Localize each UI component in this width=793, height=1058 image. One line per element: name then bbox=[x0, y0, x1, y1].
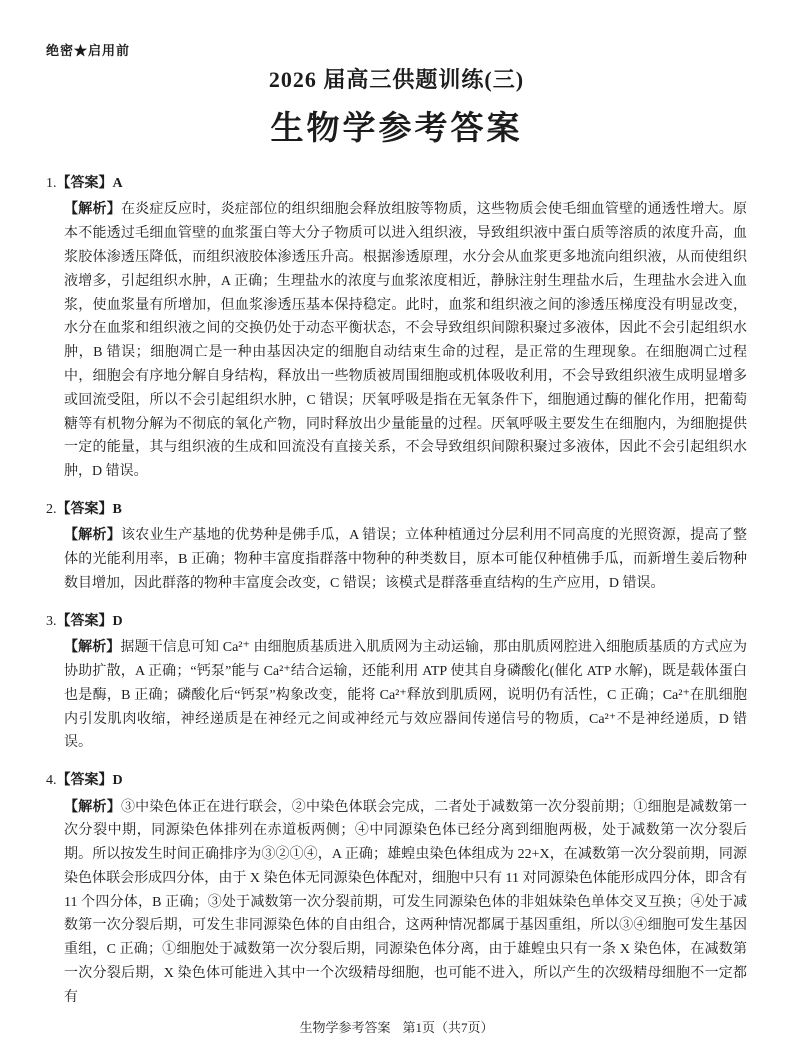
analysis-label: 【解析】 bbox=[64, 799, 121, 815]
analysis-label: 【解析】 bbox=[64, 640, 121, 656]
question-number: 1. bbox=[46, 176, 57, 191]
analysis-text: 在炎症反应时，炎症部位的组织细胞会释放组胺等物质，这些物质会使毛细血管壁的通透性增大。原本不能透过毛细血管壁的血浆蛋白等大分子物质可以进入组织液，导致组织液中蛋白质等溶质的浓度升高，血浆胶体渗透压降低，而组织液胶体渗透压升高。根据渗透原理，水分会从血浆更多地流向组织液，从而使组织液增多，引起组织水肿，A 正确；生理盐水的浓度与血浆浓度相近，静脉注射生理盐水后，生理盐水会进入血浆，使血浆量有所增加，但血浆渗透压基本保持稳定。此时，血浆和组织液之间的渗透压梯度没有明显改变，水分在血浆和组织液之间的交换仍处于动态平衡状态，不会导致组织间隙积聚过多液体，因此不会引起组织水肿，B 错误；细胞凋亡是一种由基因决定的细胞自动结束生命的过程，是正常的生理现象。在细胞凋亡过程中，细胞会有序地分解自身结构，释放出一些物质被周围细胞或机体吸收利用，不会导致组织液生成明显增多或回流受阻，所以不会引起组织水肿，C 错误；厌氧呼吸是指在无氧条件下，细胞通过酶的催化作用，把葡萄糖等有机物分解为不彻底的氧化产物，同时释放出少量能量的过程。厌氧呼吸主要发生在细胞内，为细胞提供一定的能量，其与组织液的生成和回流没有直接关系，不会导致组织间隙积聚过多液体，因此不会引起组织水肿，D 错误。 bbox=[64, 202, 747, 480]
answer-value: B bbox=[112, 501, 122, 517]
answer-block-1 bbox=[46, 173, 747, 484]
question-number: 4. bbox=[46, 773, 57, 789]
answer-block-4 bbox=[46, 770, 747, 1010]
analysis-paragraph bbox=[64, 636, 747, 755]
analysis-label: 【解析】 bbox=[64, 202, 121, 218]
answer-label: 【答案】 bbox=[56, 773, 113, 789]
analysis-paragraph bbox=[64, 524, 747, 595]
page-footer bbox=[0, 1017, 793, 1036]
answer-value: A bbox=[112, 176, 123, 191]
answer-value: D bbox=[112, 613, 123, 629]
answer-line bbox=[46, 770, 747, 792]
answer-label: 【答案】 bbox=[56, 501, 113, 517]
analysis-label: 【解析】 bbox=[64, 528, 122, 544]
question-number: 2. bbox=[46, 501, 57, 517]
answer-label: 【答案】 bbox=[56, 176, 113, 191]
exam-title: 2026 届高三供题训练(三) bbox=[268, 67, 525, 92]
answers-section bbox=[46, 173, 747, 1010]
answer-line bbox=[46, 173, 747, 195]
analysis-paragraph bbox=[64, 796, 747, 1010]
analysis-paragraph bbox=[64, 198, 747, 484]
answer-block-2 bbox=[46, 499, 747, 596]
footer-page-info: 第1页（共7页） bbox=[402, 1020, 494, 1035]
analysis-text: 该农业生产基地的优势种是佛手瓜，A 错误；立体种植通过分层利用不同高度的光照资源，提高了整体的光能利用率，B 正确；物种丰富度指群落中物种的种类数目，原本可能仅种植佛手瓜，而新增生姜后物种数目增加，因此群落的物种丰富度会改变，C 错误；该模式是群落垂直结构的生产应用，D 错误。 bbox=[64, 528, 748, 591]
answer-line bbox=[46, 611, 747, 633]
answer-label: 【答案】 bbox=[56, 613, 113, 629]
footer-doc-name: 生物学参考答案 bbox=[299, 1020, 391, 1035]
answer-line bbox=[46, 499, 747, 521]
analysis-text: 据题干信息可知 Ca²⁺ 由细胞质基质进入肌质网为主动运输，那由肌质网腔进入细胞质基质的方式应为协助扩散，A 正确；“钙泵”能与 Ca²⁺结合运输，还能利用 ATP 使其自身磷酸化(催化 ATP 水解)，既是载体蛋白也是酶，B 正确；磷酸化后“钙泵”构象改变，能将 Ca²⁺释放到肌质网，说明仍有活性，C 正确；Ca²⁺在肌细胞内引发肌肉收缩，神经递质是在神经元之间或神经元与效应器间传递信号的物质，Ca²⁺不是神经递质，D 错误。 bbox=[64, 640, 748, 751]
question-number: 3. bbox=[46, 613, 57, 629]
page-title: 生物学参考答案 bbox=[270, 111, 523, 147]
answer-value: D bbox=[112, 773, 123, 789]
answer-block-3 bbox=[46, 611, 747, 755]
classification-banner: 绝密★启用前 bbox=[46, 43, 131, 58]
analysis-text: ③中染色体正在进行联会，②中染色体联会完成，二者处于减数第一次分裂前期；①细胞是减数第一次分裂中期，同源染色体排列在赤道板两侧；④中同源染色体已经分离到细胞两极，处于减数第一次分裂后期。所以按发生时间正确排序为③②①④，A 正确；雄蝗虫染色体组成为 22+X，在减数第一次分裂前期，同源染色体联会形成四分体，由于 X 染色体无同源染色体配对，细胞中只有 11 对同源染色体能形成四分体，即含有 11 个四分体，B 正确；③处于减数第一次分裂前期，可发生同源染色体的非姐妹染色单体交叉互换；④处于减数第一次分裂后期，可发生非同源染色体的自由组合，这两种情况都属于基因重组，所以③④细胞可发生基因重组，C 正确；①细胞处于减数第一次分裂后期，同源染色体分离，由于雄蝗虫只有一条 X 染色体，在减数第一次分裂后期，X 染色体可能进入其中一个次级精母细胞，也可能不进入，所以产生的次级精母细胞不一定都有 bbox=[64, 799, 747, 1005]
